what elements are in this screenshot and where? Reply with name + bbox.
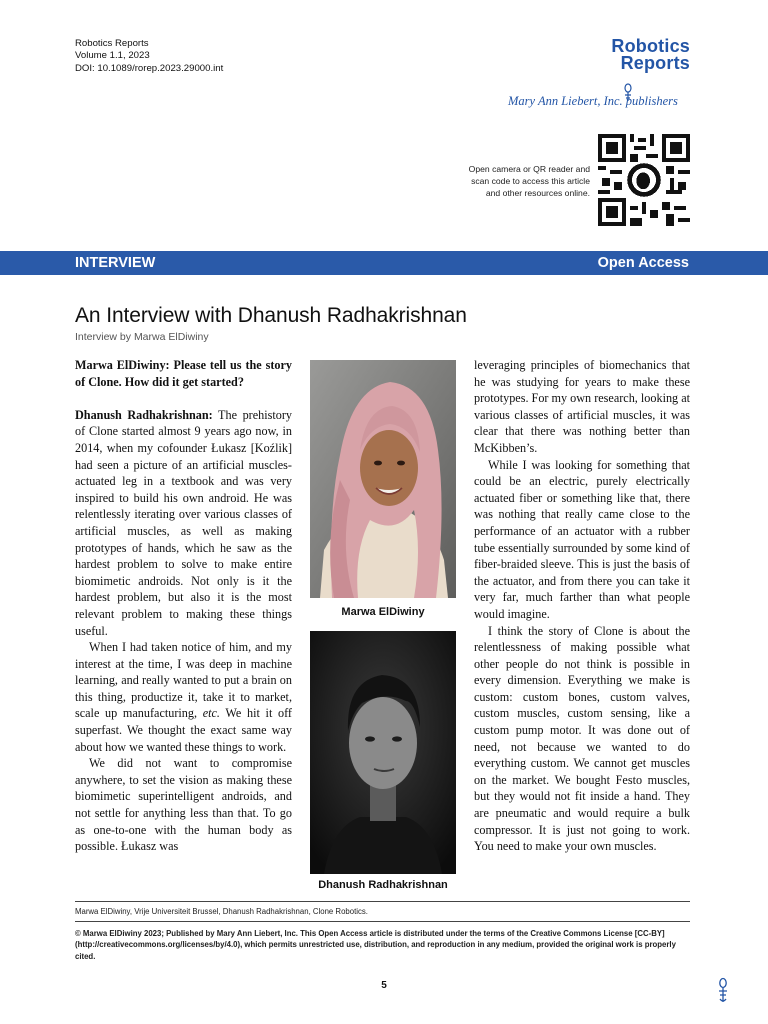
journal-doi[interactable]: DOI: 10.1089/rorep.2023.29000.int [75,62,224,74]
answer-text-2-italic: etc. [202,706,220,721]
logo-line-2: Reports [620,53,690,73]
qr-text-line-3: and other resources online. [485,188,590,198]
publisher-mark [508,86,690,110]
journal-meta [75,38,223,75]
author-affiliations: Marwa ElDiwiny, Vrije Universiteit Brussel, Dhanush Radhakrishnan, Clone Robotics. [75,907,368,916]
open-access-label[interactable]: Open Access [597,255,689,271]
photo-marwa-eldiwiny [310,360,456,598]
right-paragraph-1: leveraging principles of biomechanics that he was studying for years to make these prototypes. For my own research, looking at various classes of artificial muscles, it was clear that there was nothing better than McKibben’s. [474,358,690,455]
license-divider [75,921,690,922]
publisher-text: Mary Ann Liebert, Inc. publishers [508,94,678,108]
journal-name: Robotics Reports [75,38,149,49]
logo-line-1: Robotics [611,36,690,56]
article-type: INTERVIEW [75,255,156,271]
photo-dhanush-radhakrishnan [310,631,456,874]
body-column-right [474,357,690,855]
article-title: An Interview with Dhanush Radhakrishnan [75,304,467,328]
qr-code-icon[interactable] [598,134,690,226]
right-paragraph-2: While I was looking for something that could be an electric, purely electrically actuated fiber or something like that, there was nothing that really came close to the performance of an actuator with a rubber tube essentially surrounded by some kind of fiber-braided sleeve. This is just the basis of the actuator, and from there you can take it very far, much farther than what people would imagine. [474,457,690,621]
qr-instructions [430,163,590,199]
bee-logo-icon [620,82,636,102]
article-type-banner [0,251,768,275]
footnote-divider [75,901,690,902]
right-paragraph-3: I think the story of Clone is about the relentlessness of making possible what other people do not think is possible in every dimension. Everything we make is custom: custom bones, custom valves, custom muscles, custom sensing, like a custom pump motor. It was done out of need, not because we wanted to do everything custom. We cannot get muscles on the market. We bought Festo muscles, but they would not fit inside a hand. They are pneumatic and would require a bulk compressor. It is just not going to work. You need to make your own muscles. [474,623,690,854]
photo-caption-1: Marwa ElDiwiny [341,606,425,618]
article-byline: Interview by Marwa ElDiwiny [75,331,209,343]
answer-text-1: The prehistory of Clone started almost 9 years ago now, in 2014, when my cofounder Łukasz [Koźlik] had seen a picture of an artificial muscles-actuated leg in a textbook and was very inspired to build his own android. He was relentlessly iterating over various classes of artificial muscles, as well as making prototypes of hands, which he saw as the hardest problem to solve to make entire biomimetic androids. Not only is it the hardest problem, but also it is the most relevant problem to making these things useful. [75,407,292,638]
page-number: 5 [381,980,387,991]
license-notice: © Marwa ElDiwiny 2023; Published by Mary Ann Liebert, Inc. This Open Access article is distributed under the terms of the Creative Commons License [CC-BY] (http://creativecommons.org/licenses/by/4.0), which permits unrestricted use, distribution, and reproduction in any medium, provided the original work is properly cited. [75,929,676,961]
photo-caption-2: Dhanush Radhakrishnan [318,879,448,891]
answer-text-2a: When I had taken notice of him, and my interest at the time, I was deep in machine learning, and really wanted to put a brain on this thing, productize it, take it to market, scale up manufacturing, [75,640,292,721]
question-1: Marwa ElDiwiny: Please tell us the story of Clone. How did it get started? [75,358,292,389]
journal-volume: Volume 1.1, 2023 [75,50,150,62]
body-column-left [75,357,292,855]
corner-bee-icon [714,976,732,1004]
qr-text-line-1: Open camera or QR reader and [468,164,590,174]
speaker-name: Dhanush Radhakrishnan: [75,407,213,422]
journal-logo[interactable] [590,38,690,72]
qr-text-line-2: scan code to access this article [471,176,590,186]
answer-paragraph-1 [75,407,292,639]
answer-paragraph-2 [75,639,292,755]
answer-text-2b: We hit it off superfast. We thought the exact same way about how we wanted these things to work. [75,706,292,754]
answer-paragraph-3: We did not want to compromise anywhere, to set the vision as making these biomimetic superintelligent androids, and not settle for anything less than that. To go as one-to-one with the human body as possible. Łukasz was [75,756,292,854]
